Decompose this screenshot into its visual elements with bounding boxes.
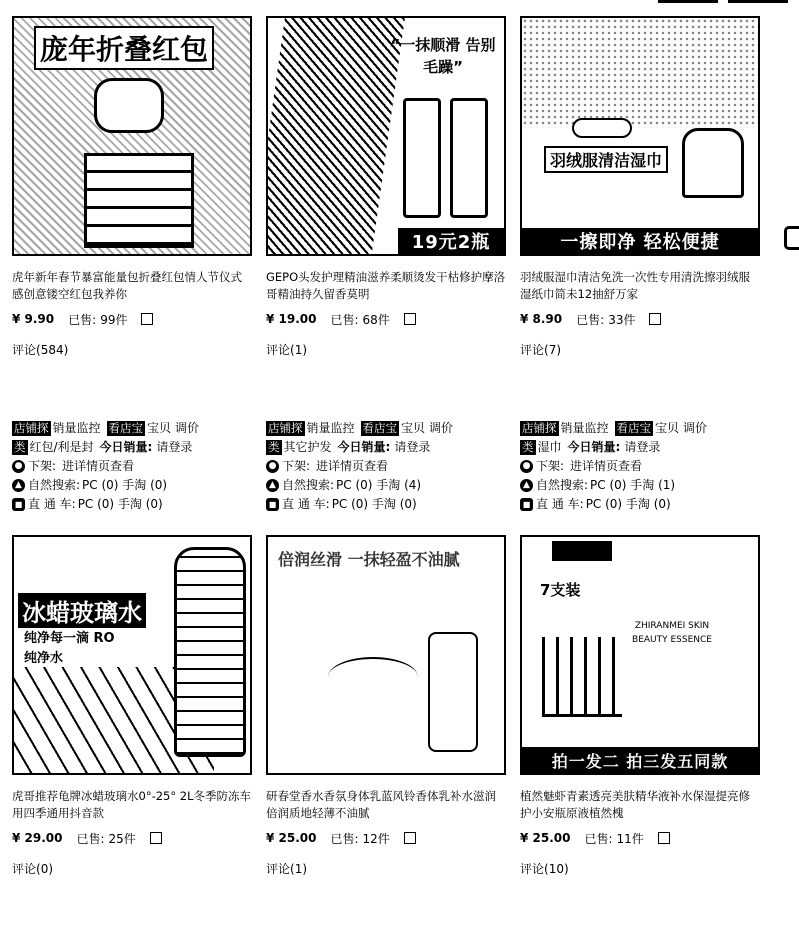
- sold-label: 已售:: [576, 312, 605, 327]
- product-image[interactable]: [12, 16, 252, 256]
- reviews-link[interactable]: [520, 860, 569, 877]
- sold-label: 已售:: [330, 831, 359, 846]
- image-badge: [552, 541, 612, 561]
- product-price: ¥ 8.90: [520, 312, 563, 326]
- baby-link[interactable]: 宝贝: [655, 421, 680, 435]
- product-price: ¥ 29.00: [12, 831, 63, 845]
- reviews-count: (1): [290, 862, 308, 876]
- search-person-icon: ▲: [520, 479, 533, 492]
- shop-probe-button[interactable]: 店铺探: [268, 421, 303, 435]
- reviews-link[interactable]: [12, 341, 68, 358]
- seller-tools: [520, 419, 760, 514]
- natural-search-label: 自然搜索:: [536, 478, 589, 492]
- bottle-shape: [428, 632, 478, 752]
- product-title[interactable]: 虎年新年春节暴富能量包折叠红包情人节仪式感创意镂空红包我养你: [12, 270, 242, 301]
- top-edge-line: [658, 0, 718, 3]
- sold-count: 25件: [108, 831, 136, 846]
- direct-train-label: 直 通 车:: [28, 497, 76, 511]
- reviews-count: (1): [290, 343, 308, 357]
- category-name: 湿巾: [537, 440, 562, 454]
- direct-train-value: PC (0) 手淘 (0): [331, 497, 417, 511]
- baby-link[interactable]: 宝贝: [147, 421, 172, 435]
- bottle-shape: [450, 98, 488, 218]
- image-shape: [94, 78, 164, 133]
- reviews-label: 评论: [520, 343, 545, 357]
- image-headline: 7支装: [540, 581, 581, 599]
- select-checkbox[interactable]: [141, 313, 153, 325]
- seller-tools: [12, 419, 252, 514]
- top-edge-line: [728, 0, 788, 3]
- natural-search-value: PC (0) 手淘 (0): [82, 478, 168, 492]
- natural-search-value: PC (0) 手淘 (1): [590, 478, 676, 492]
- direct-train-label: 直 通 车:: [282, 497, 330, 511]
- bottle-shape: [403, 98, 441, 218]
- product-price: ¥ 25.00: [520, 831, 571, 845]
- car-icon: ■: [266, 498, 279, 511]
- product-title[interactable]: 研春堂香水香氛身体乳蓝风铃香体乳补水滋润倍润质地轻薄不油腻: [266, 789, 496, 820]
- reviews-count: (7): [544, 343, 562, 357]
- category-name: 其它护发: [283, 440, 332, 454]
- direct-train-label: 直 通 车:: [536, 497, 584, 511]
- image-headline: 庞年折叠红包: [34, 26, 214, 70]
- reviews-link[interactable]: [266, 860, 307, 877]
- product-title[interactable]: 植然魅虾青素透亮美肤精华液补水保湿提亮修护小安瓶原液植然槐: [520, 789, 750, 820]
- search-person-icon: ▲: [266, 479, 279, 492]
- sold-label: 已售:: [584, 831, 613, 846]
- reviews-link[interactable]: [520, 341, 561, 358]
- price-adjust-link[interactable]: 调价: [683, 421, 708, 435]
- shop-probe-button[interactable]: 店铺探: [14, 421, 49, 435]
- image-headline: 冰蜡玻璃水: [18, 593, 146, 628]
- sold-label: 已售:: [68, 312, 97, 327]
- image-headline: 羽绒服清洁湿巾: [544, 146, 668, 173]
- category-name: 红包/利是封: [29, 440, 94, 454]
- side-toolbar-icon[interactable]: [784, 226, 799, 250]
- reviews-label: 评论: [520, 862, 545, 876]
- ampoule-shape: [542, 637, 622, 717]
- product-title[interactable]: 虎哥推荐龟牌冰蜡玻璃水0°-25° 2L冬季防冻车用四季通用抖音款: [12, 789, 251, 820]
- view-shop-button[interactable]: 看店宝: [616, 421, 652, 435]
- sales-monitor-link[interactable]: 销量监控: [52, 421, 101, 435]
- natural-search-label: 自然搜索:: [282, 478, 335, 492]
- reviews-label: 评论: [12, 343, 37, 357]
- image-headline: 倍润丝滑 一抹轻盈不油腻: [278, 550, 460, 569]
- natural-search-value: PC (0) 手淘 (4): [336, 478, 422, 492]
- product-image[interactable]: [266, 16, 506, 256]
- sold-label: 已售:: [330, 312, 359, 327]
- product-meta: [266, 311, 506, 327]
- jacket-shape: [682, 128, 744, 198]
- today-sales-label: 今日销量:: [337, 440, 391, 454]
- product-title[interactable]: GEPO头发护理精油滋养柔顺烫发干枯修护摩洛哥精油持久留香莫明: [266, 270, 506, 301]
- image-banner: 拍一发二 拍三发五同款: [522, 747, 758, 773]
- select-checkbox[interactable]: [658, 832, 670, 844]
- natural-search-label: 自然搜索:: [28, 478, 81, 492]
- delist-value[interactable]: 进详情页查看: [570, 459, 643, 473]
- today-sales-label: 今日销量:: [567, 440, 621, 454]
- image-subline: ZHIRANMEI SKIN BEAUTY ESSENCE: [632, 621, 712, 645]
- today-sales-label: 今日销量:: [99, 440, 153, 454]
- select-checkbox[interactable]: [649, 313, 661, 325]
- delist-value[interactable]: 进详情页查看: [62, 459, 135, 473]
- select-checkbox[interactable]: [150, 832, 162, 844]
- select-checkbox[interactable]: [404, 313, 416, 325]
- hand-shape: [328, 657, 418, 697]
- image-shape: [84, 153, 194, 248]
- product-meta: [266, 830, 506, 846]
- image-banner: 一擦即净 轻松便捷: [522, 228, 758, 254]
- sold-count: 33件: [608, 312, 636, 327]
- car-icon: ■: [12, 498, 25, 511]
- category-tag: 类: [522, 440, 534, 454]
- product-price: ¥ 25.00: [266, 831, 317, 845]
- direct-train-value: PC (0) 手淘 (0): [585, 497, 671, 511]
- product-meta: [520, 311, 760, 327]
- baby-link[interactable]: 宝贝: [401, 421, 426, 435]
- car-icon: ■: [520, 498, 533, 511]
- delist-icon: ●: [12, 460, 25, 473]
- sales-monitor-link[interactable]: 销量监控: [560, 421, 609, 435]
- reviews-link[interactable]: [266, 341, 307, 358]
- category-tag: 类: [14, 440, 26, 454]
- image-pattern: [522, 18, 760, 128]
- product-meta: [520, 830, 760, 846]
- select-checkbox[interactable]: [404, 832, 416, 844]
- bottle-shape: [174, 547, 246, 757]
- category-tag: 类: [268, 440, 280, 454]
- product-image[interactable]: [12, 535, 252, 775]
- sold-count: 99件: [100, 312, 128, 327]
- delist-value[interactable]: 进详情页查看: [316, 459, 389, 473]
- delist-label: 下架:: [28, 459, 57, 473]
- shop-probe-button[interactable]: 店铺探: [522, 421, 557, 435]
- sold-count: 68件: [362, 312, 390, 327]
- image-subline: 纯净每一滴 RO纯净水: [24, 631, 115, 666]
- sold-count: 11件: [616, 831, 644, 846]
- delist-icon: ●: [266, 460, 279, 473]
- logo-shape: [572, 118, 632, 138]
- product-image[interactable]: [520, 16, 760, 256]
- reviews-label: 评论: [266, 343, 291, 357]
- view-shop-button[interactable]: 看店宝: [362, 421, 398, 435]
- login-link[interactable]: 请登录: [156, 440, 193, 454]
- sold-label: 已售:: [76, 831, 105, 846]
- image-headline: “一抹顺滑 告别毛躁”: [390, 36, 496, 76]
- reviews-link[interactable]: [12, 860, 53, 877]
- delist-icon: ●: [520, 460, 533, 473]
- reviews-label: 评论: [12, 862, 37, 876]
- search-person-icon: ▲: [12, 479, 25, 492]
- reviews-count: (10): [544, 862, 569, 876]
- view-shop-button[interactable]: 看店宝: [108, 421, 144, 435]
- product-image[interactable]: [266, 535, 506, 775]
- price-adjust-link[interactable]: 调价: [175, 421, 200, 435]
- login-link[interactable]: 请登录: [394, 440, 431, 454]
- product-price: ¥ 9.90: [12, 312, 55, 326]
- product-meta: [12, 311, 252, 327]
- delist-label: 下架:: [536, 459, 565, 473]
- sold-count: 12件: [362, 831, 390, 846]
- seller-tools: [266, 419, 506, 514]
- sales-monitor-link[interactable]: 销量监控: [306, 421, 355, 435]
- image-hair-pattern: [266, 18, 405, 256]
- price-adjust-link[interactable]: 调价: [429, 421, 454, 435]
- direct-train-value: PC (0) 手淘 (0): [77, 497, 163, 511]
- product-meta: [12, 830, 252, 846]
- product-image[interactable]: [520, 535, 760, 775]
- image-banner: 19元2瓶: [398, 228, 504, 254]
- product-title[interactable]: 羽绒服湿巾清洁免洗一次性专用清洗擦羽绒服湿纸巾简未12抽舒万家: [520, 270, 750, 301]
- product-price: ¥ 19.00: [266, 312, 317, 326]
- reviews-label: 评论: [266, 862, 291, 876]
- delist-label: 下架:: [282, 459, 311, 473]
- reviews-count: (0): [36, 862, 54, 876]
- reviews-count: (584): [36, 343, 69, 357]
- login-link[interactable]: 请登录: [624, 440, 661, 454]
